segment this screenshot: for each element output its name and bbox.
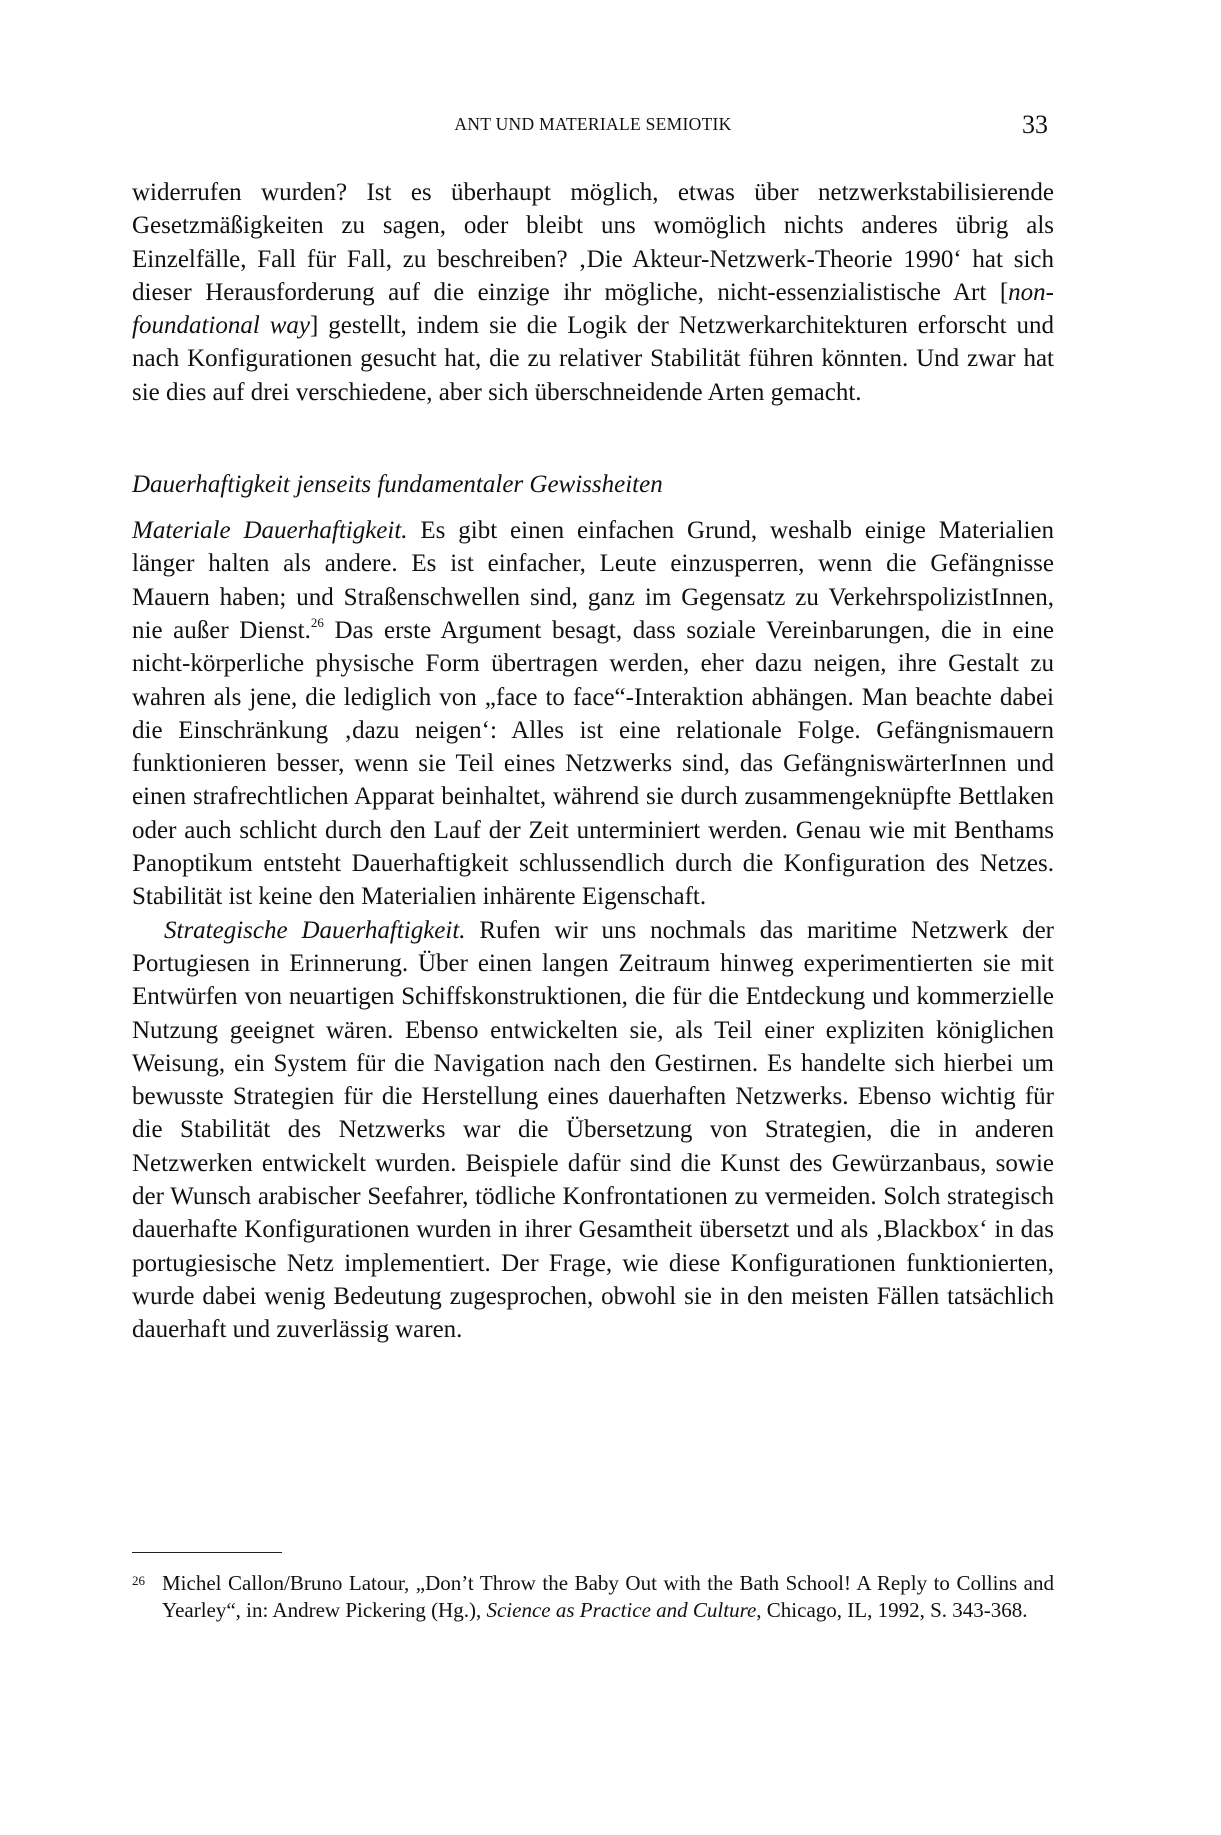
running-head: [132, 110, 1054, 150]
footnotes: [132, 1570, 1054, 1623]
page-number: 33: [1022, 110, 1048, 139]
footnote-divider: [132, 1552, 282, 1553]
paragraph-intro-italic: non-foundational way: [132, 278, 1054, 340]
footnote-italic: Science as Practice and Culture: [486, 1597, 757, 1622]
body-text: [132, 176, 1054, 1347]
footnote-end: , Chicago, IL, 1992, S. 343-368.: [756, 1597, 1028, 1622]
footnote-number: 26: [132, 1573, 145, 1588]
paragraph-material-durability: [132, 514, 1054, 914]
paragraph-lead-strategic: Strategische Dauerhaftigkeit.: [164, 916, 466, 944]
footnote-text: Michel Callon/Bruno Latour, „Don’t Throw the Baby Out with the Bath School! A Reply to Collins and Yearley“, in: Andrew Pickering (Hg.),: [162, 1571, 1054, 1622]
paragraph-intro-end: ] gestellt, indem sie die Logik der Netzwerkarchitekturen erforscht und nach Konfigurationen gesucht hat, die zu relativer Stabilität führen könnten. Und zwar hat sie dies auf drei verschiedene, aber sich überschneidende Arten gemacht.: [132, 312, 1054, 406]
paragraph-material-end: Das erste Argument besagt, dass soziale Vereinbarungen, die in eine nicht-körperliche physische Form übertragen werden, eher dazu neigen, ihre Gestalt zu wahren als jene, die lediglich von „face to face“-Interaktion abhängen. Man beachte dabei die Einschränkung ‚dazu neigen‘: Alles ist eine relationale Folge. Gefängnismauern funktionieren besser, wenn sie Teil eines Netzwerks sind, das GefängniswärterInnen und einen strafrechtlichen Apparat beinhaltet, während sie durch zusammengeknüpfte Bettlaken oder auch schlicht durch den Lauf der Zeit unterminiert werden. Genau wie mit Benthams Panoptikum entsteht Dauerhaftigkeit schlussendlich durch die Konfiguration des Netzes. Stabilität ist keine den Materialien inhärente Eigenschaft.: [132, 616, 1054, 911]
running-title: ANT UND MATERIALE SEMIOTIK: [454, 114, 732, 134]
paragraph-strategic-text: Rufen wir uns nochmals das maritime Netzwerk der Portugiesen in Erinnerung. Über einen langen Zeitraum hinweg experimentierten sie mit Entwürfen von neuartigen Schiffskonstruktionen, die für die Entdeckung und kommerzielle Nutzung geeignet wären. Ebenso entwickelten sie, als Teil einer expliziten königlichen Weisung, ein System für die Navigation nach den Gestirnen. Es handelte sich hierbei um bewusste Strategien für die Herstellung eines dauerhaften Netzwerks. Ebenso wichtig für die Stabilität des Netzwerks war die Übersetzung von Strategien, die in anderen Netzwerken entwickelt wurden. Beispiele dafür sind die Kunst des Gewürzanbaus, sowie der Wunsch arabischer Seefahrer, tödliche Konfrontationen zu vermeiden. Solch strategisch dauerhafte Konfigurationen wurden in ihrer Gesamtheit übersetzt und als ‚Blackbox‘ in das portugiesische Netz implementiert. Der Frage, wie diese Konfigurationen funktionierten, wurde dabei wenig Bedeutung zugesprochen, obwohl sie in den meisten Fällen tatsächlich dauerhaft und zuverlässig waren.: [132, 916, 1055, 1344]
paragraph-material-text: Es gibt einen einfachen Grund, weshalb einige Materialien länger halten als andere. Es ist einfacher, Leute einzusperren, wenn die Gefängnisse Mauern haben; und Straßenschwellen sind, ganz im Gegensatz zu VerkehrspolizistInnen, nie außer Dienst.: [132, 517, 1054, 644]
section-heading: Dauerhaftigkeit jenseits fundamentaler Gewissheiten: [132, 471, 663, 499]
footnote-reference[interactable]: 26: [310, 614, 324, 630]
paragraph-intro: [132, 176, 1054, 409]
paragraph-intro-text: widerrufen wurden? Ist es überhaupt möglich, etwas über netzwerkstabilisierende Gesetzmäßigkeiten zu sagen, oder bleibt uns womöglich nichts anderes übrig als Einzelfälle, Fall für Fall, zu beschreiben? ‚Die Akteur-Netzwerk-Theorie 1990‘ hat sich dieser Herausforderung auf die einzige ihr mögliche, nicht-essenzialistische Art [: [132, 179, 1054, 306]
paragraph-lead-material: Materiale Dauerhaftigkeit.: [132, 517, 408, 545]
footnote-26: [132, 1570, 1054, 1623]
paragraph-strategic-durability: [132, 914, 1054, 1347]
